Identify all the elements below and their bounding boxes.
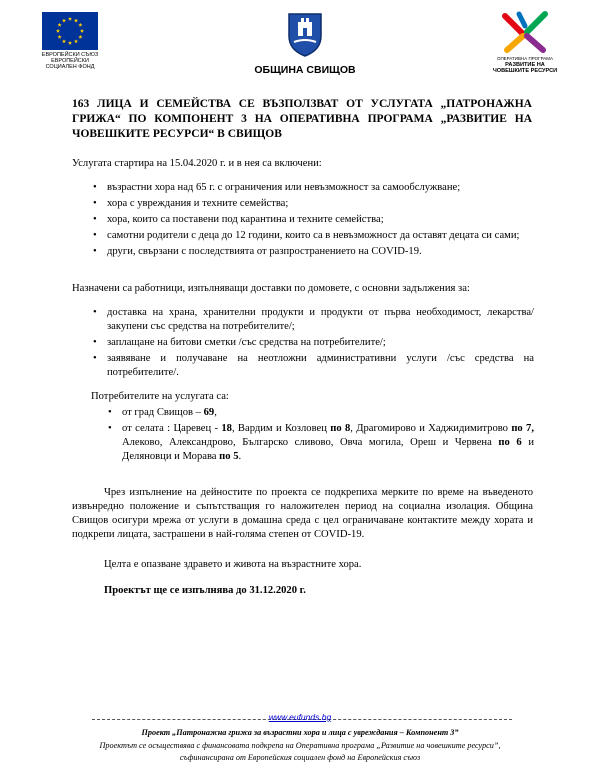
list-item: • доставка на храна, хранителни продукти и продукти от първа необходимост, лекарства/ закупени със средства на потребителите/; [93,307,534,332]
eu-logo-line: ЕВРОПЕЙСКИ [51,58,89,64]
footer-project-title: Проект „Патронажна грижа за възрастни хора и лица с увреждания – Компонент 3” [141,728,459,737]
footer-link[interactable]: www.eufunds.bg [268,712,332,722]
list-item: • възрастни хора над 65 г. с ограничения или невъзможност за самообслужване; [93,182,461,193]
op-logo-line: РАЗВИТИЕ НА [505,62,545,68]
list-item: • хора с увреждания и техните семейства; [93,198,289,209]
municipality-name: ОБЩИНА СВИЩОВ [254,64,356,76]
users-intro: Потребителите на услугата са: [91,391,229,402]
coat-of-arms-icon [285,10,325,58]
intro-text: Услугата стартира на 15.04.2020 г. и в нея са включени: [72,158,322,169]
document-title: 163 ЛИЦА И СЕМЕЙСТВА СЕ ВЪЗПОЛЗВАТ ОТ УСЛУГАТА „ПАТРОНАЖНА ГРИЖА“ ПО КОМПОНЕНТ 3 НА ОПЕРАТИВНА ПРОГРАМА „РАЗВИТИЕ НА ЧОВЕШКИТЕ РЕСУРСИ“ В СВИЩОВ [72,98,532,140]
list-item: • от град Свищов – 69, [108,407,217,418]
workers-text: Назначени са работници, изпълняващи доставки по домовете, с основни задължения за: [72,283,470,294]
list-item: • други, свързани с последствията от разпространението на COVID-19. [93,246,422,257]
op-logo-line: ОПЕРАТИВНА ПРОГРАМА [496,56,554,61]
op-hrd-logo [480,10,570,80]
municipality-logo [250,10,360,80]
footer-cofunding-line: съфинансирана от Европейския социален фонд на Европейския съюз [179,753,421,762]
included-list [93,181,534,259]
eu-logo-line: ЕВРОПЕЙСКИ СЪЮЗ [41,52,99,58]
duties-list [93,306,534,380]
list-item: • от селата : Царевец - 18, Вардим и Козловец по 8, Драгомирово и Хаджидимитрово по 7, Алеково, Александрово, Българско сливово, Овча могила, Ореш и Червена по 6 и Деляновци и Морава по 5. [108,423,535,462]
goal-text: Целта е опазване здравето и живота на възрастните хора. [104,559,362,570]
list-item: • хора, които са поставени под карантина и техните семейства; [93,214,384,225]
op-hrd-icon [495,10,555,54]
body-paragraph: Чрез изпълнение на дейностите по проекта се подкрепиха мерките по време на въведеното извънредно положение и съпътстващия го наложителен период на социална изолация. Община Свищов осигури мрежа от услуги в домашна среда с цел ограничаване контактите между хората и подкрепи лицата, застрашени в най-голяма степен от COVID-19. [72,487,533,540]
eu-logo-line: СОЦИАЛЕН ФОНД [45,64,95,70]
list-item: • самотни родители с деца до 12 години, които са в невъзможност да оставят децата си сами; [93,230,520,241]
op-logo-line: ЧОВЕШКИТЕ РЕСУРСИ [492,68,558,74]
list-item: • заявяване и получаване на неотложни административни услуги /със средства на потребителите/. [93,353,534,378]
deadline-text: Проектът ще се изпълнява до 31.12.2020 г. [104,585,306,596]
list-item: • заплащане на битови сметки /със средства на потребителите/; [93,337,386,348]
eu-flag-icon [42,12,98,50]
eu-logo [40,12,100,78]
users-list [108,406,535,464]
footer-funding-line: Проектът се осъществява с финансовата подкрепа на Оперативна програма „Развитие на човешките ресурси”, [99,741,501,750]
